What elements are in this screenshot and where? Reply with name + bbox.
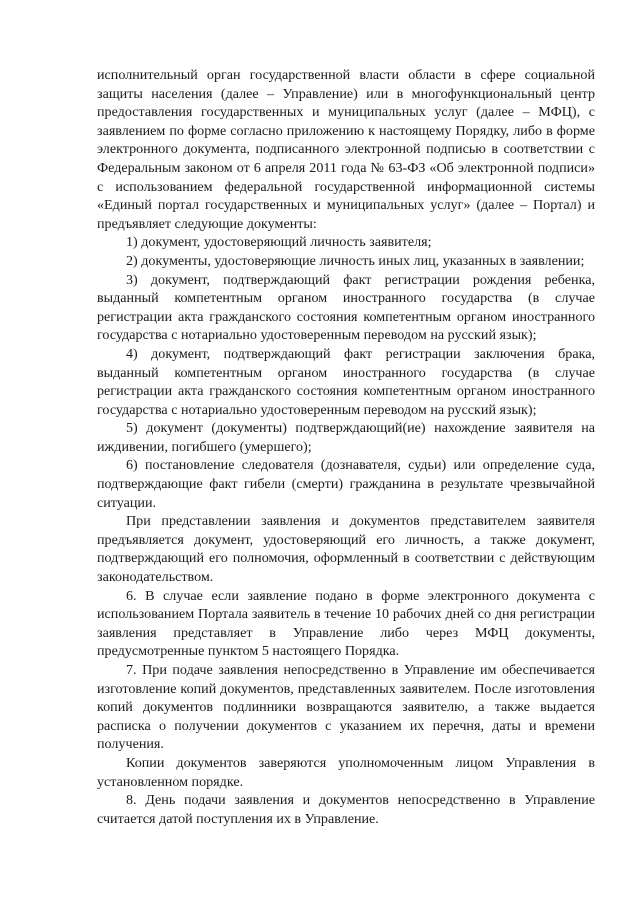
list-item-4: 4) документ, подтверждающий факт регистрации заключения брака, выданный компетентным органом иностранного государства (в случае регистрации акта гражданского состояния компетентным органом иностранного государства с нотариально удостоверенным переводом на русский язык); <box>97 345 595 418</box>
paragraph-representative: При представлении заявления и документов представителем заявителя предъявляется документ, удостоверяющий его личность, а также документ, подтверждающий его полномочия, оформленный в соответствии с действующим законодательством. <box>97 513 595 586</box>
paragraph-intro: исполнительный орган государственной власти области в сфере социальной защиты населения (далее – Управление) или в многофункциональный центр предоставления государственных и муниципальных услуг (далее – МФЦ), с заявлением по форме согласно приложению к настоящему Порядку, либо в форме электронного документа, подписанного электронной подписью в соответствии с Федеральным законом от 6 апреля 2011 года № 63-ФЗ «Об электронной подписи» с использованием федеральной государственной информационной системы «Единый портал государственных и муниципальных услуг» (далее – Портал) и предъявляет следующие документы: <box>97 67 595 232</box>
list-item-1: 1) документ, удостоверяющий личность заявителя; <box>126 234 432 251</box>
paragraph-copies: Копии документов заверяются уполномоченным лицом Управления в установленном порядке. <box>97 754 595 790</box>
paragraph-clause-6: 6. В случае если заявление подано в форме электронного документа с использованием Портала заявитель в течение 10 рабочих дней со дня регистрации заявления представляет в Управление либо через МФЦ документы, предусмотренные пунктом 5 настоящего Порядка. <box>97 587 595 660</box>
list-item-6: 6) постановление следователя (дознавателя, судьи) или определение суда, подтверждающие факт гибели (смерти) гражданина в результате чрезвычайной ситуации. <box>97 457 595 511</box>
list-item-2: 2) документы, удостоверяющие личность иных лиц, указанных в заявлении; <box>126 252 585 269</box>
list-item-3: 3) документ, подтверждающий факт регистрации рождения ребенка, выданный компетентным органом иностранного государства (в случае регистрации акта гражданского состояния компетентным органом иностранного государства с нотариально удостоверенным переводом на русский язык); <box>97 271 595 344</box>
list-item-5: 5) документ (документы) подтверждающий(ие) нахождение заявителя на иждивении, погибшего (умершего); <box>97 420 595 455</box>
paragraph-clause-7: 7. При подаче заявления непосредственно в Управление им обеспечивается изготовление копий документов, представленных заявителем. После изготовления копий документов подлинники возвращаются заявителю, а также выдается расписка о получении документов с указанием их перечня, даты и времени получения. <box>97 662 595 753</box>
paragraph-clause-8: 8. День подачи заявления и документов непосредственно в Управление считается датой поступления их в Управление. <box>97 792 595 827</box>
